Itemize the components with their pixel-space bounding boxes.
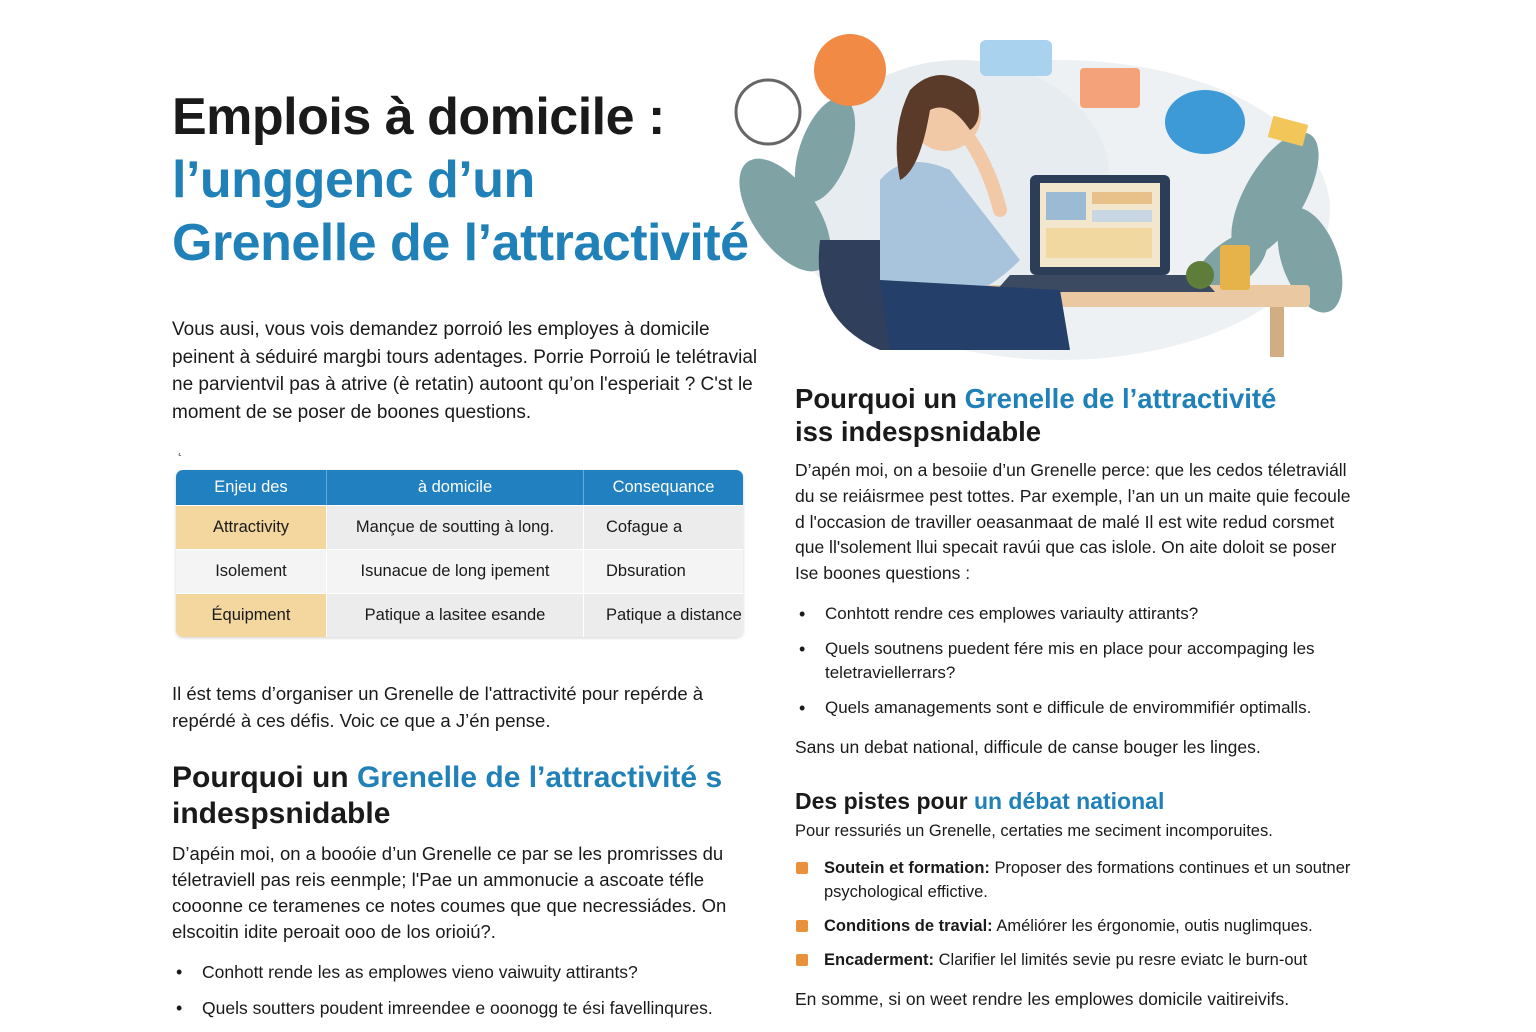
enjeux-table xyxy=(176,470,743,637)
conclusion-text: En somme, si on weet rendre les emplowes domicile vaitireivifs. xyxy=(795,989,1290,1009)
table-header-row xyxy=(176,470,743,505)
item-text: Proposer des formations continues et un soutner psychological effictive. xyxy=(824,859,1351,901)
left-section-body: D’apéin moi, on a booóie d’un Grenelle ce par se les promrisses du téletraviell pas reis eenmple; l'Pae un ammonucie a ascoate téfle cooonne ce teramenes ce notes coumes que que necressiádes. On elscoitin idite peroait ooo de los orioiú?. xyxy=(172,843,727,942)
transition-paragraph: Il ést tems d’organiser un Grenelle de l'attractivité pour repérde à repérdé à ces défis. Voic ce que a J’én pense. xyxy=(172,683,704,731)
title-line-2: l’unggenc d’un xyxy=(172,151,535,209)
heading-prefix: Pourquoi un xyxy=(795,383,965,414)
right-section-body: D’apén moi, on a besoiie d’un Grenelle perce: que les cedos téletraviáll du se reiáisrmee pest tottes. Par exemple, l’an un un maite quie fecoule d l'occasion de traviller oeasanmaat de malé Il est wite redud corsmet que ll'solement llui specait ravúi que cas islole. On aite doloit se poser Ise boones questions : xyxy=(795,460,1351,584)
heading-highlight: Grenelle de l’attractivité s xyxy=(356,761,723,794)
right-bullet-list xyxy=(795,602,1355,731)
item-text: Améliórer les érgonomie, outis nuglimques. xyxy=(992,917,1313,935)
table-cell: Attractivity xyxy=(176,505,327,549)
heading-prefix: Des pistes pour xyxy=(795,788,974,814)
sans-debat-text: Sans un debat national, difficule de canse bouger les linges. xyxy=(795,737,1261,757)
list-item: • Conhtott rendre ces emplowes variaulty attirants? xyxy=(795,602,1355,626)
table-cell: Cofague a xyxy=(584,505,743,549)
title-line-1: Emplois à domicile : xyxy=(172,88,665,146)
square-bullet-icon xyxy=(796,954,808,966)
table-header-cell: Enjeu des xyxy=(176,470,327,505)
table-cell: Mançue de soutting à long. xyxy=(327,505,584,549)
table-row xyxy=(176,549,743,593)
stray-mark: ˛ xyxy=(178,440,183,456)
square-bullet-icon xyxy=(796,920,808,932)
pistes-intro: Pour ressuriés un Grenelle, certaties me seciment incomporuites. xyxy=(795,822,1273,840)
table-cell: Équipment xyxy=(176,593,327,637)
left-section-heading xyxy=(172,760,752,832)
pistes-list xyxy=(795,856,1375,982)
table-cell: Patique a distance xyxy=(584,593,743,637)
table-cell: Dbsuration xyxy=(584,549,743,593)
item-bold: Conditions de travial: xyxy=(824,917,993,935)
heading-highlight: Grenelle de l’attractivité xyxy=(964,383,1277,414)
pistes-heading xyxy=(795,787,1164,815)
right-section-heading xyxy=(795,382,1395,448)
table-header-cell: Consequance xyxy=(584,470,743,505)
table-row xyxy=(176,505,743,549)
heading-prefix: Pourquoi un xyxy=(172,761,357,794)
heading-suffix: iss indespsnidable xyxy=(795,416,1042,447)
table-header-cell: à domicile xyxy=(327,470,584,505)
item-bold: Soutein et formation: xyxy=(824,859,990,877)
square-bullet-icon xyxy=(796,862,808,874)
intro-paragraph: Vous ausi, vous vois demandez porroió les employes à domicile peinent à séduiré margbi tours adentages. Porrie Porroiú le telétravial ne parvientvil pas à atrive (è retatin) autoont qu’on l'esperiait ? C'st le moment de se poser de boones questions. xyxy=(172,319,758,423)
list-item xyxy=(795,914,1375,938)
table-row xyxy=(176,593,743,637)
heading-highlight: un débat national xyxy=(973,788,1165,814)
woman-at-laptop-illustration-icon xyxy=(730,30,1350,360)
heading-suffix: indespsnidable xyxy=(172,797,391,830)
item-text: Clarifier lel limités sevie pu resre eviatc le burn-out xyxy=(934,951,1308,969)
page-title xyxy=(172,86,749,275)
list-item: • Quels soutters poudent imreendee e ooonogg te ési favellinqures. xyxy=(172,996,752,1020)
table-cell: Isunacue de long ipement xyxy=(327,549,584,593)
table-cell: Patique a lasitee esande xyxy=(327,593,584,637)
list-item xyxy=(795,856,1375,904)
left-bullet-list xyxy=(172,960,752,1032)
table-cell: Isolement xyxy=(176,549,327,593)
item-bold: Encaderment: xyxy=(824,951,935,969)
list-item: • Conhott rende les as emplowes vieno vaiwuity attirants? xyxy=(172,960,752,984)
list-item: • Quels amanagements sont e difficule de envirommifiér optimalls. xyxy=(795,696,1355,720)
list-item xyxy=(795,948,1375,972)
list-item: • Quels soutnens puedent fére mis en place pour accompaging les teletraviellerrars? xyxy=(795,637,1355,685)
title-line-3: Grenelle de l’attractivité xyxy=(172,214,749,272)
